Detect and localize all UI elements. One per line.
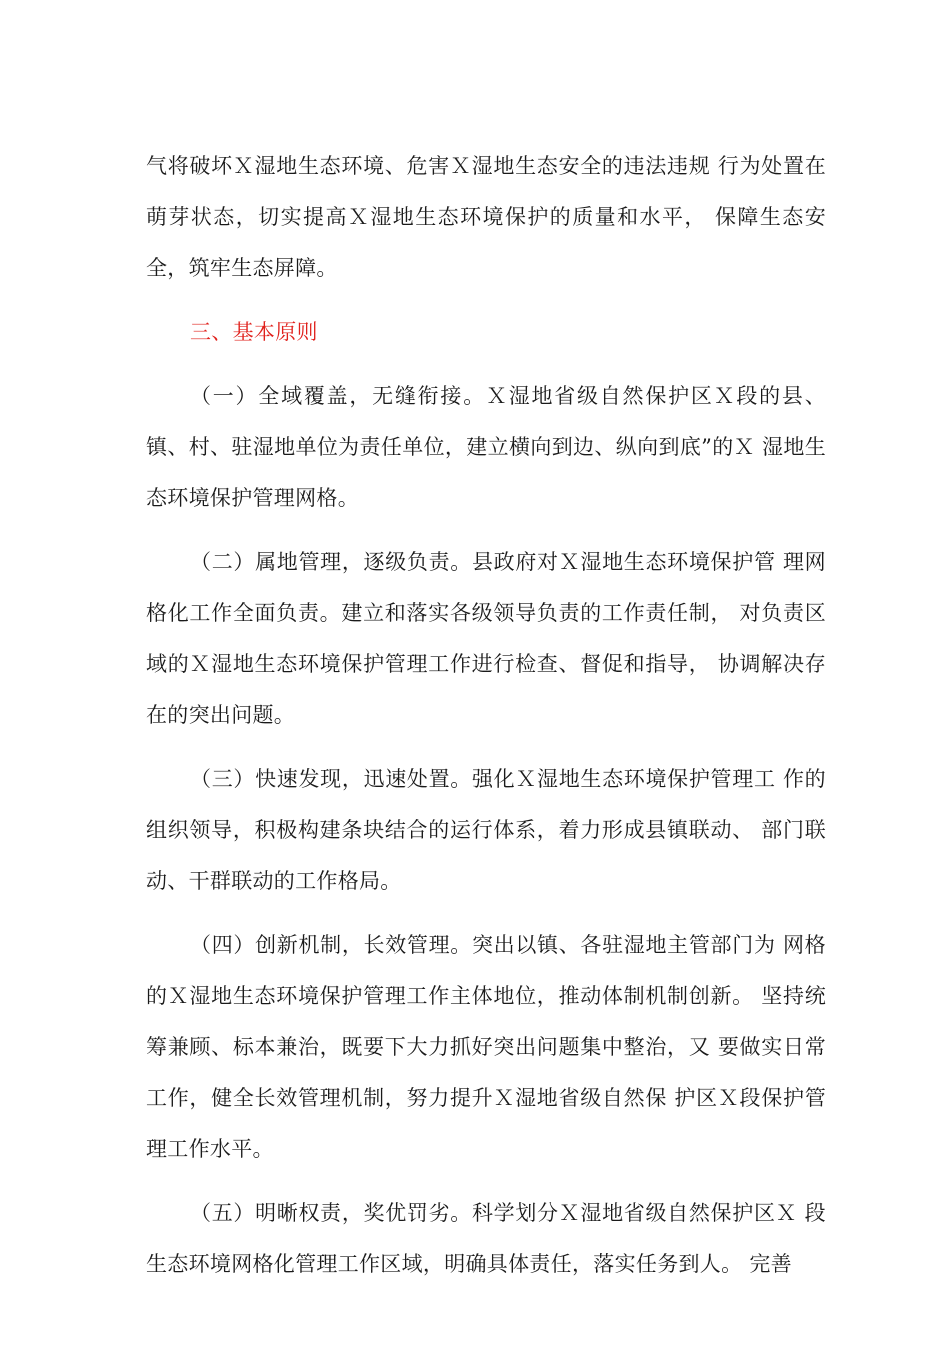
document-body <box>146 141 826 1303</box>
principle-paragraph-3: （三）快速发现，迅速处置。强化Ｘ湿地生态环境保护管理工 作的组织领导，积极构建条块结合的运行体系，着力形成县镇联动、 部门联动、干群联动的工作格局。 <box>146 767 826 893</box>
section-heading: 三、基本原则 <box>190 320 318 344</box>
principle-paragraph-4: （四）创新机制，长效管理。突出以镇、各驻湿地主管部门为 网格的Ｘ湿地生态环境保护管理工作主体地位，推动体制机制创新。 坚持统筹兼顾、标本兼治，既要下大力抓好突出问题集中整治，又 要做实日常工作，健全长效管理机制，努力提升Ｘ湿地省级自然保 护区Ｘ段保护管理工作水平。 <box>146 933 826 1161</box>
principle-paragraph-5: （五）明晰权责，奖优罚劣。科学划分Ｘ湿地省级自然保护区Ｘ 段生态环境网格化管理工作区域，明确具体责任，落实任务到人。 完善 <box>146 1201 826 1276</box>
intro-paragraph: 气将破坏Ｘ湿地生态环境、危害Ｘ湿地生态安全的违法违规 行为处置在萌芽状态，切实提高Ｘ湿地生态环境保护的质量和水平， 保障生态安全，筑牢生态屏障。 <box>146 154 826 280</box>
principle-paragraph-1: （一）全域覆盖，无缝衔接。Ｘ湿地省级自然保护区Ｘ段的县、镇、村、驻湿地单位为责任单位，建立横向到边、纵向到底”的Ｘ 湿地生态环境保护管理网格。 <box>146 384 826 510</box>
principle-paragraph-2: （二）属地管理，逐级负责。县政府对Ｘ湿地生态环境保护管 理网格化工作全面负责。建立和落实各级领导负责的工作责任制， 对负责区域的Ｘ湿地生态环境保护管理工作进行检查、督促和指导， 协调解决存在的突出问题。 <box>146 550 826 727</box>
